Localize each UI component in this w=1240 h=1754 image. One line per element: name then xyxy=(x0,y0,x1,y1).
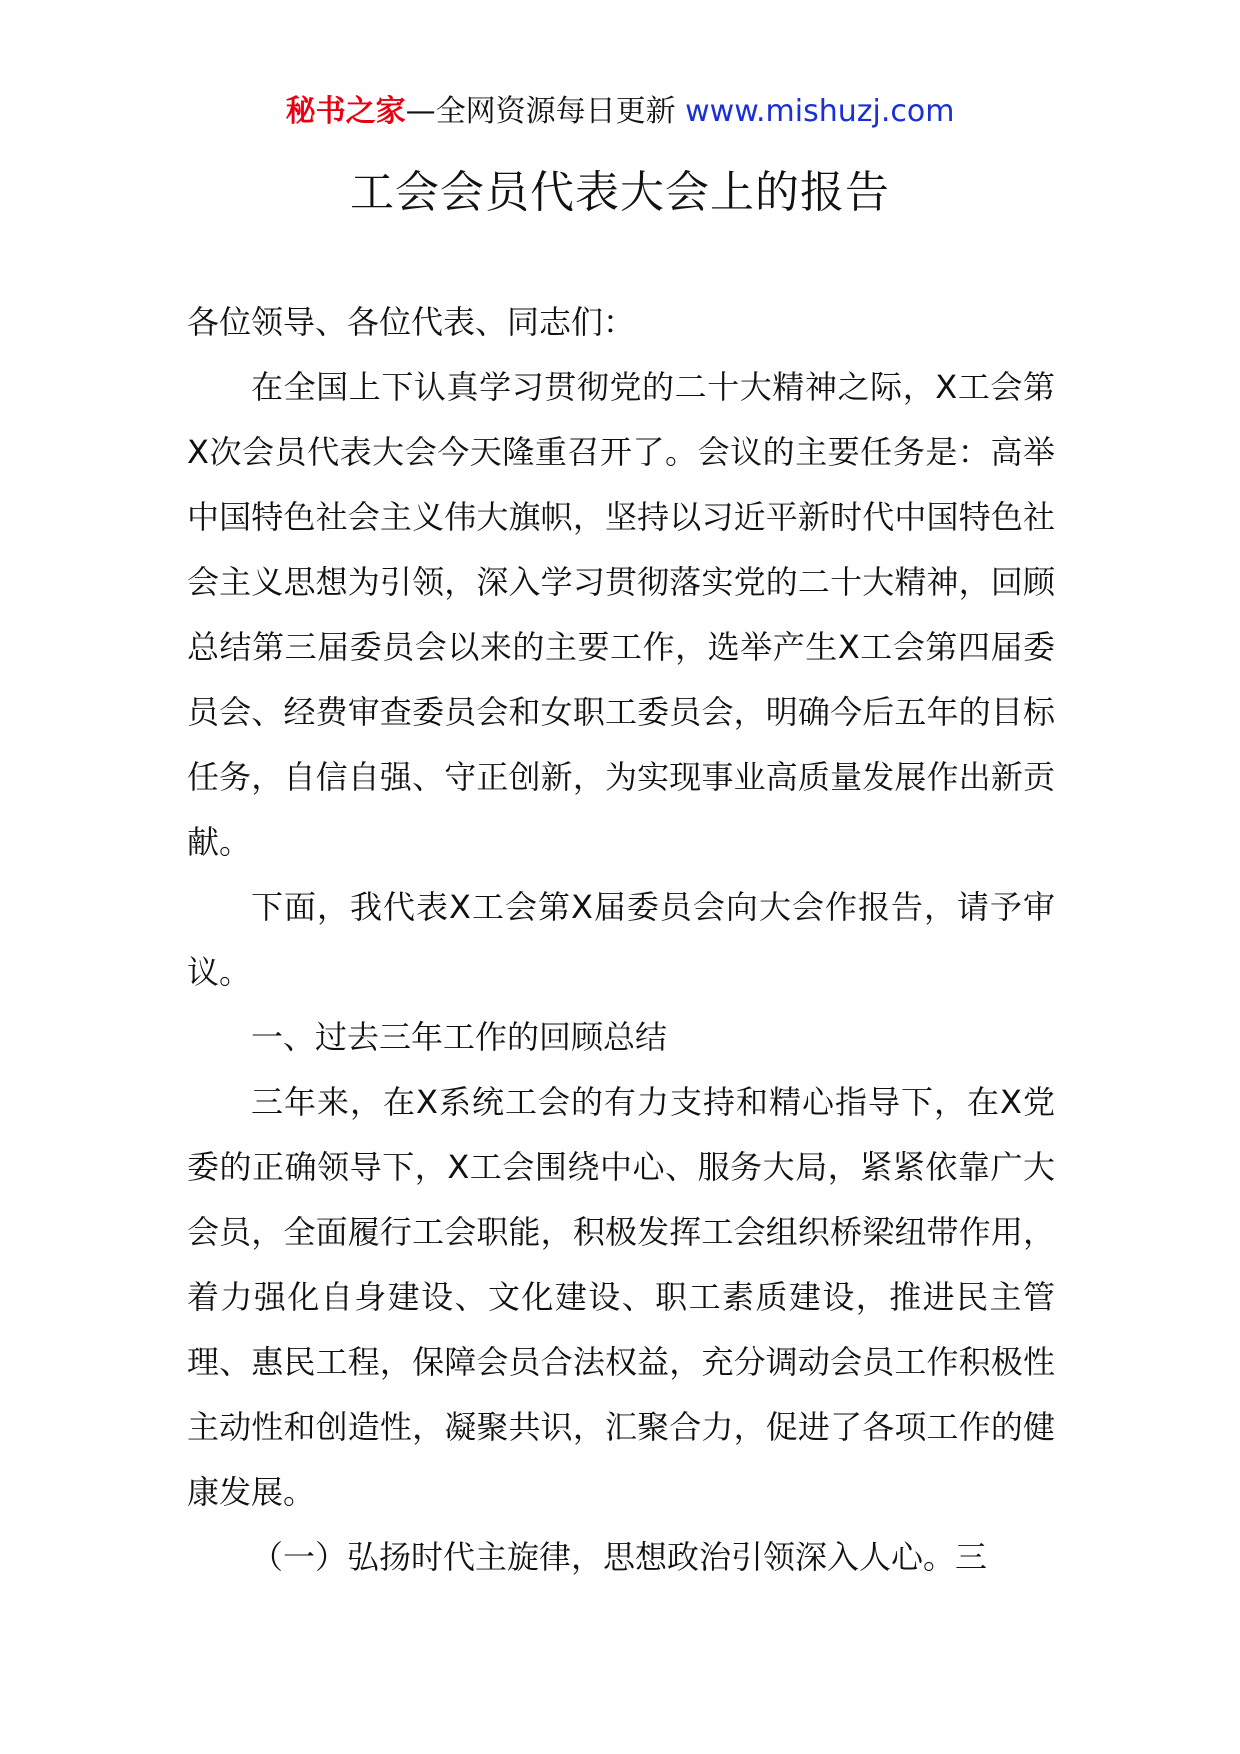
watermark-header xyxy=(0,92,1240,132)
brand-name: 秘书之家 xyxy=(285,94,406,129)
slogan-text: —全网资源每日更新 xyxy=(405,94,686,129)
document-title: 工会会员代表大会上的报告 xyxy=(350,167,890,218)
body-paragraph: 在全国上下认真学习贯彻党的二十大精神之际，X工会第X次会员代表大会今天隆重召开了。会议的主要任务是：高举中国特色社会主义伟大旗帜，坚持以习近平新时代中国特色社会主义思想为引领，深入学习贯彻落实党的二十大精神，回顾总结第三届委员会以来的主要工作，选举产生X工会第四届委员会、经费审查委员会和女职工委员会，明确今后五年的目标任务，自信自强、守正创新，为实现事业高质量发展作出新贡献。 xyxy=(187,368,1055,861)
subsection-heading: （一）弘扬时代主旋律，思想政治引领深入人心。三 xyxy=(251,1538,988,1576)
section-heading: 一、过去三年工作的回顾总结 xyxy=(251,1018,668,1056)
body-paragraph: 下面，我代表X工会第X届委员会向大会作报告，请予审议。 xyxy=(187,888,1055,991)
document-body xyxy=(187,290,1055,1590)
salutation: 各位领导、各位代表、同志们： xyxy=(187,303,636,341)
site-url-link[interactable]: www.mishuzj.com xyxy=(685,94,955,129)
body-paragraph: 三年来，在X系统工会的有力支持和精心指导下，在X党委的正确领导下，X工会围绕中心、服务大局，紧紧依靠广大会员，全面履行工会职能，积极发挥工会组织桥梁纽带作用，着力强化自身建设、文化建设、职工素质建设，推进民主管理、惠民工程，保障会员合法权益，充分调动会员工作积极性主动性和创造性，凝聚共识，汇聚合力，促进了各项工作的健康发展。 xyxy=(187,1083,1055,1511)
